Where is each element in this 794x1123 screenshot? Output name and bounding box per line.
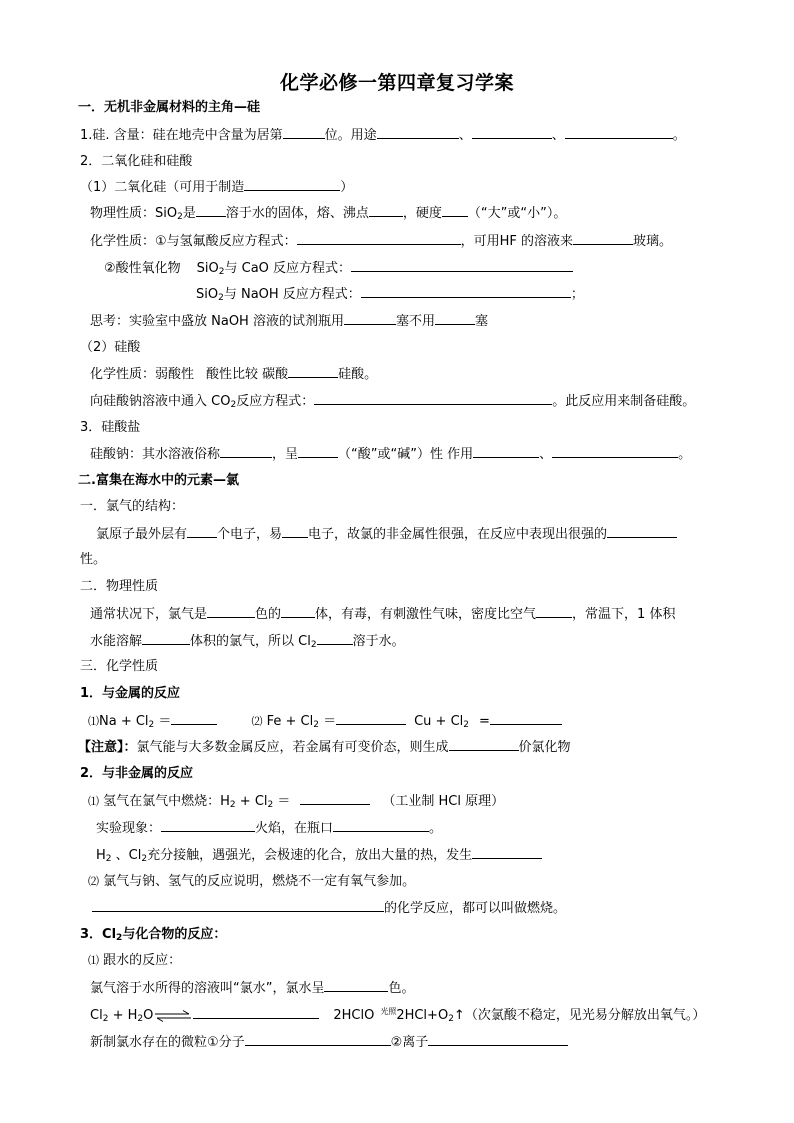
combustion-definition-line: 的化学反应，都可以叫做燃烧。 (92, 898, 566, 919)
experiment-phenomenon-line: 实验现象： 火焰，在瓶口 。 (96, 818, 442, 839)
blank-explosion[interactable] (472, 845, 542, 859)
blank-function-1[interactable] (473, 444, 539, 458)
water-reaction-heading: ⑴ 跟水的反应： (88, 953, 182, 968)
reversible-arrow-icon (153, 1010, 193, 1022)
blank-density[interactable] (536, 604, 572, 618)
blank-acid-base[interactable] (298, 444, 338, 458)
particles-line: 新制氯水存在的微粒①分子 ②离子 (90, 1032, 568, 1053)
blank-molecules[interactable] (245, 1032, 391, 1046)
blank-flame[interactable] (161, 818, 255, 832)
blank-water-equation[interactable] (193, 1005, 319, 1019)
think-question-line: 思考：实验室中盛放 NaOH 溶液的试剂瓶用 塞不用 塞 (90, 311, 488, 332)
blank-acid-compare[interactable] (288, 364, 338, 378)
blank-rank[interactable] (283, 125, 325, 139)
blank-stopper-avoid[interactable] (435, 311, 475, 325)
blank-bottle-mouth[interactable] (333, 818, 429, 832)
strong-light-line: $H_2$ 、$Cl_2$充分接触，遇强光，会极速的化合，放出大量的热，发生 (96, 845, 542, 866)
blank-common-name[interactable] (220, 444, 272, 458)
combustion-note-line: ⑵ 氯气与钠、氢气的反应说明，燃烧不一定有氧气参加。 (88, 874, 416, 889)
sio2-physical-line: 物理性质：SiO$_2$是 溶于水的固体，熔、沸点 ，硬度 （“大”或“小”）。 (90, 203, 566, 224)
chlorine-water-line: 氯气溶于水所得的溶液叫“氯水”，氯水呈 色。 (90, 978, 415, 999)
sio2-naoh-line: SiO$_2$与 NaOH 反应方程式： ； (196, 284, 584, 305)
blank-use-2[interactable] (472, 125, 552, 139)
physical-props-heading: 二．物理性质 (80, 579, 159, 594)
blank-co2-equation[interactable] (314, 391, 552, 405)
physical-props-line1: 通常状况下，氯气是 色的 体，有毒，有刺激性气味，密度比空气 ，常温下，1 体积 (90, 604, 675, 625)
light-condition-label: 光照 (380, 1007, 397, 1016)
metal-reaction-line: ⑴Na + $Cl_2$ ＝ ⑵ $Fe + Cl_2 = Cu + Cl_2$ = (88, 711, 562, 732)
chlorine-structure-heading: 一．氯气的结构： (80, 499, 185, 514)
chlorine-atom-line-end: 性。 (80, 552, 107, 567)
nonmetal-reaction-heading: 2．与非金属的反应 (80, 766, 194, 781)
h2-combustion-line: ⑴ 氢气在氯气中燃烧：$H_2 + Cl_2$ ＝ （工业制 HCl 原理） (88, 791, 504, 812)
note-line: 【注意】：氯气能与大多数金属反应，若金属有可变价态，则生成 价氯化物 (78, 737, 571, 758)
blank-fe-cl2[interactable] (336, 711, 406, 725)
blank-chlorine-water-color[interactable] (324, 978, 388, 992)
silicic-acid-subheading: （2）硅酸 (80, 340, 141, 355)
blank-use-3[interactable] (565, 125, 673, 139)
blank-glass-use[interactable] (573, 231, 633, 245)
silicate-subheading: 3．硅酸盐 (80, 420, 141, 435)
sodium-silicate-line: 硅酸钠：其水溶液俗称 ，呈 （“酸”或“碱”）性 作用 、 。 (90, 444, 691, 465)
blank-solubility-cl2[interactable] (317, 631, 353, 645)
blank-color[interactable] (207, 604, 255, 618)
physical-props-line2: 水能溶解 体积的氯气，所以 $Cl_2$ 溶于水。 (90, 631, 405, 652)
co2-reaction-line: 向硅酸钠溶液中通入 $CO_2$反应方程式： 。此反应用来制备硅酸。 (90, 391, 695, 412)
blank-ions[interactable] (428, 1032, 568, 1046)
sio2-chemical-line: 化学性质：①与氢氟酸反应方程式： ，可用HF 的溶液来 玻璃。 (90, 231, 672, 252)
blank-volume[interactable] (142, 631, 190, 645)
blank-cu-cl2[interactable] (490, 711, 562, 725)
blank-melting[interactable] (369, 203, 403, 217)
sio2-use-line: （1）二氧化硅（可用于制造 ） (80, 177, 353, 198)
sio2-subheading: 2．二氧化硅和硅酸 (80, 154, 193, 169)
chem-props-heading: 三．化学性质 (80, 659, 159, 674)
silicon-content-line: 1.硅. 含量：硅在地壳中含量为居第 位。用途 、 、 。 (80, 125, 686, 146)
blank-state[interactable] (281, 604, 315, 618)
blank-valence[interactable] (449, 737, 519, 751)
chlorine-atom-line: 氯原子最外层有 个电子，易 电子，故氯的非金属性很强，在反应中表现出很强的 (96, 524, 677, 545)
metal-reaction-heading: 1．与金属的反应 (80, 686, 181, 701)
sio2-cao-line: ②酸性氧化物 SiO$_2$与 CaO 反应方程式： (104, 258, 573, 279)
blank-sio2-use[interactable] (244, 177, 340, 191)
blank-gain-lose[interactable] (282, 524, 308, 538)
section1-heading: 一．无机非金属材料的主角—硅 (78, 100, 261, 115)
page-title: 化学必修一第四章复习学案 (279, 72, 514, 94)
blank-naoh-equation[interactable] (361, 284, 571, 298)
compound-reaction-heading: 3．$Cl_2$与化合物的反应： (80, 927, 227, 943)
blank-stopper-use[interactable] (344, 311, 396, 325)
blank-cao-equation[interactable] (351, 258, 573, 272)
blank-property[interactable] (607, 524, 677, 538)
blank-function-2[interactable] (552, 444, 678, 458)
section2-heading: 二.富集在海水中的元素—氯 (78, 473, 239, 488)
blank-hardness[interactable] (442, 203, 468, 217)
blank-hf-equation[interactable] (297, 231, 461, 245)
water-equation-line: $Cl_2 + H_2O$ 2HClO 光照$2HCl+O_2↑$（次氯酸不稳定，见光易分解放出氧气。） (90, 1005, 705, 1027)
silicic-acid-chem-line: 化学性质：弱酸性 酸性比较 碳酸 硅酸。 (90, 364, 377, 385)
blank-h2-cl2[interactable] (300, 791, 370, 805)
blank-combustion-def[interactable] (92, 898, 384, 912)
blank-use-1[interactable] (377, 125, 459, 139)
blank-solubility[interactable] (196, 203, 226, 217)
blank-electrons[interactable] (187, 524, 217, 538)
blank-na-cl2[interactable] (171, 711, 217, 725)
